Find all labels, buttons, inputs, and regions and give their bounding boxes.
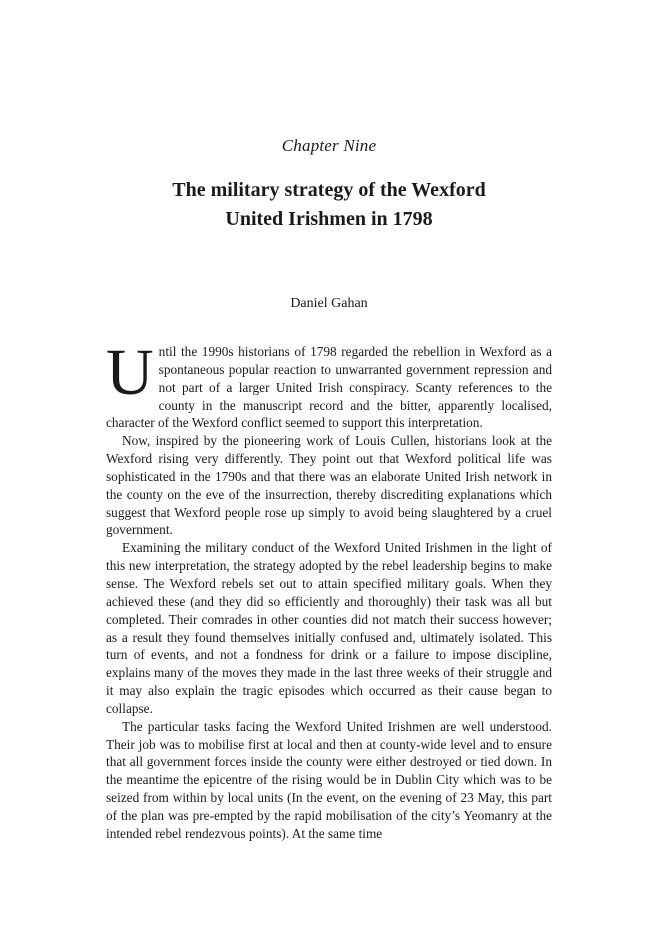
paragraph-3: Examining the military conduct of the Wexford United Irishmen in the light of this new interpretation, the strategy adopted by the rebel leadership begins to make sense. The Wexford rebels set out to attain specified military goals. When they achieved these (and they did so efficiently and thoroughly) their task was all but completed. Their comrades in other counties did not match their success however; as a result they found themselves initially confused and, ultimately isolated. This turn of events, and not a fondness for drink or a failure to impose discipline, explains many of the moves they made in the last three weeks of their struggle and it may also explain the tragic episodes which occurred as their cause began to collapse. [106, 540, 552, 716]
paragraph-1 [106, 336, 552, 432]
chapter-label: Chapter Nine [281, 136, 377, 155]
chapter-title-line-2: United Irishmen in 1798 [225, 208, 433, 230]
paragraph-2: Now, inspired by the pioneering work of Louis Cullen, historians look at the Wexford rising very differently. They point out that Wexford political life was sophisticated in the 1790s and that there was an elaborate United Irish network in the county on the eve of the insurrection, thereby discrediting explanations which suggest that Wexford people rose up simply to avoid being slaughtered by a cruel government. [106, 433, 552, 538]
chapter-title [0, 176, 650, 234]
chapter-title-line-1: The military strategy of the Wexford [172, 179, 486, 201]
author-name: Daniel Gahan [290, 296, 368, 311]
drop-cap: U [106, 336, 154, 409]
paragraph-1-text: ntil the 1990s historians of 1798 regarded the rebellion in Wexford as a spontaneous popular reaction to unwarranted government repression and not part of a larger United Irish conspiracy. Scanty references to the county in the manuscript record and the bitter, apparently localised, character of the Wexford conflict seemed to support this interpretation. [106, 344, 552, 431]
paragraph-4: The particular tasks facing the Wexford United Irishmen are well understood. Their job was to mobilise first at local and then at county-wide level and to ensure that all government forces inside the county were either destroyed or tied down. In the meantime the epicentre of the rising would be in Dublin City which was to be seized from within by local units (In the event, on the evening of 23 May, this part of the plan was pre-empted by the rapid mobilisation of the city’s Yeomanry at the intended rebel rendezvous points). At the same time [106, 718, 552, 841]
body-text [106, 336, 552, 843]
